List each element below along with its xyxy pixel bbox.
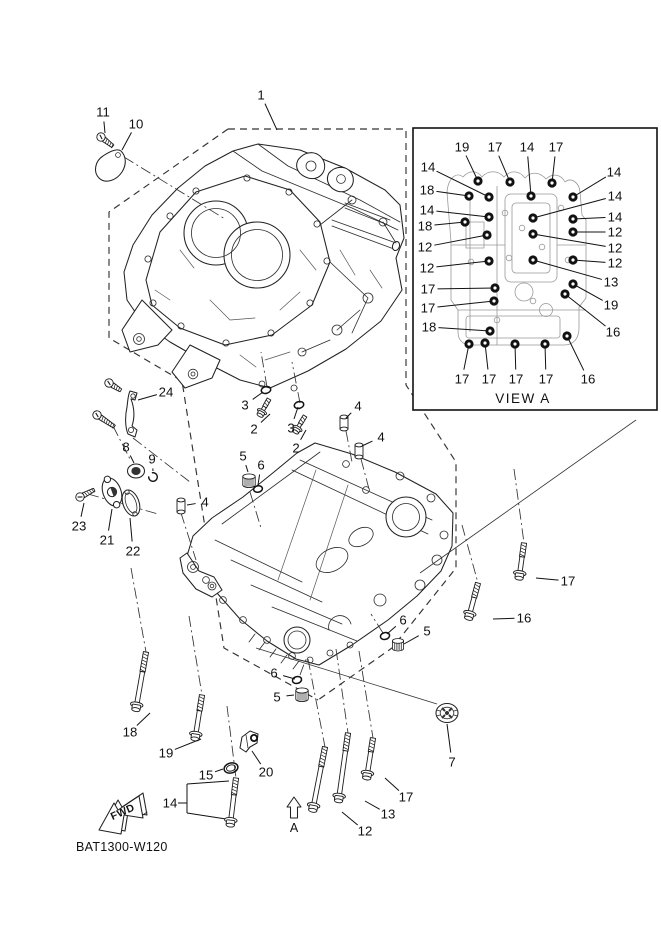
- plug-top: [392, 639, 403, 644]
- callout-label: 17: [548, 139, 564, 155]
- bolt-hole-center: [550, 181, 553, 184]
- callout-label: 22: [125, 543, 141, 559]
- bolt-hole-center: [487, 195, 490, 198]
- gasket-22: [119, 487, 143, 518]
- leader-line: [175, 739, 201, 749]
- bolt-hole-center: [485, 233, 488, 236]
- callout-label: 8: [122, 439, 130, 455]
- callout-label: 12: [607, 255, 623, 271]
- leader-line: [342, 812, 358, 825]
- bolt-shaft: [312, 766, 324, 804]
- callout-label: 14: [606, 164, 622, 180]
- drawing-code: BAT1300-W120: [76, 840, 168, 854]
- callout-label: 15: [198, 767, 214, 783]
- dowel-top: [355, 443, 363, 447]
- plate-10: [96, 150, 126, 181]
- oil-plug: [392, 639, 403, 651]
- screw: [103, 377, 123, 394]
- bolt-hole-center: [487, 215, 490, 218]
- bolt-hole-center: [508, 180, 511, 183]
- view-a-inset: [413, 128, 657, 410]
- callout-label: 6: [257, 457, 265, 473]
- callout-label: 24: [158, 384, 174, 400]
- callout-label: 18: [122, 724, 138, 740]
- bolt-hole-center: [487, 259, 490, 262]
- leader-line: [253, 392, 263, 399]
- callout-label: 5: [273, 689, 281, 705]
- leader-line: [138, 395, 157, 400]
- callout-label: 10: [128, 116, 144, 132]
- callout-label: 20: [258, 764, 274, 780]
- plug-top: [296, 688, 308, 693]
- bracket-connector-14: [178, 781, 229, 819]
- bolt-hole-center: [531, 216, 534, 219]
- bolt-hole-center: [529, 194, 532, 197]
- bolt-hole-center: [493, 286, 496, 289]
- dowel-bottom: [177, 510, 185, 514]
- callout-label: 4: [201, 494, 209, 510]
- clamp-20: [240, 731, 258, 752]
- callout-label: 14: [420, 159, 436, 175]
- callout-label: 19: [158, 745, 174, 761]
- callout-label: 6: [270, 665, 278, 681]
- callout-label: 2: [250, 421, 258, 437]
- leader-line: [137, 713, 150, 725]
- leader-line: [286, 695, 294, 696]
- bolt-shaft: [366, 751, 373, 771]
- bolt-hole-center: [571, 217, 574, 220]
- callout-label: 3: [241, 397, 249, 413]
- bolt-hole-center: [531, 258, 534, 261]
- leader-line: [109, 509, 112, 531]
- bolt-hole-center: [565, 334, 568, 337]
- callout-label: 14: [607, 188, 623, 204]
- callout-label: 4: [354, 398, 362, 414]
- fwd-label: FWD: [108, 801, 137, 823]
- grommet-8: [128, 464, 145, 478]
- callout-label: 17: [487, 139, 503, 155]
- bolt-hole-center: [563, 292, 566, 295]
- bracket-24: [126, 391, 137, 437]
- screw: [91, 409, 117, 430]
- callout-label: 2: [292, 440, 300, 456]
- fitting-21: [98, 473, 126, 511]
- flange-bolt: [462, 581, 484, 621]
- bolt-shaft: [229, 795, 236, 819]
- callout-label: 16: [605, 324, 621, 340]
- flange-bolt: [360, 737, 379, 781]
- leader-line: [283, 676, 295, 679]
- callout-label: 3: [287, 420, 295, 436]
- dowel-bottom: [355, 455, 363, 459]
- bolt-hole-center: [571, 195, 574, 198]
- leader-line: [122, 132, 131, 150]
- callout-label: 6: [399, 612, 407, 628]
- cap-7: [436, 704, 458, 723]
- callout-label: 14: [162, 795, 178, 811]
- o-ring-body: [292, 676, 303, 685]
- o-ring: [292, 676, 303, 685]
- callout-label: 19: [454, 139, 470, 155]
- view-direction-label: A: [289, 821, 299, 835]
- callout-label: 12: [357, 823, 373, 839]
- leader-line: [493, 618, 515, 619]
- bolt-hole-center: [543, 342, 546, 345]
- flange-bolt: [189, 694, 209, 742]
- bolt-hole-center: [476, 179, 479, 182]
- circlip-9: [147, 471, 159, 483]
- bolt-shaft: [518, 557, 524, 572]
- bolt-thread: [140, 652, 149, 673]
- leader-line: [447, 724, 451, 753]
- callout-label: 17: [420, 281, 436, 297]
- callout-label: 18: [419, 182, 435, 198]
- callout-label: 14: [419, 202, 435, 218]
- bolt-thread: [319, 747, 328, 768]
- callout-label: 1: [257, 87, 265, 103]
- bolt-hole-center: [513, 342, 516, 345]
- callout-label: 4: [377, 429, 385, 445]
- leader-line: [404, 636, 419, 644]
- dowel-bottom: [340, 427, 348, 431]
- callout-label: 14: [607, 209, 623, 225]
- view-a-title: VIEW A: [495, 391, 551, 406]
- bolt-shaft: [194, 710, 202, 732]
- callout-label: 17: [560, 573, 576, 589]
- bolt-hole-center: [571, 258, 574, 261]
- leader-line: [130, 455, 134, 463]
- bolt-hole-center: [483, 341, 486, 344]
- o-ring: [293, 400, 304, 409]
- view-direction-arrow: [287, 797, 301, 835]
- screw: [74, 486, 96, 503]
- callout-label: 17: [398, 789, 414, 805]
- leader-line: [246, 465, 248, 472]
- leader-line: [536, 578, 559, 580]
- callout-label: 5: [239, 448, 247, 464]
- leader-line: [385, 778, 399, 791]
- dowel-pin: [177, 498, 185, 514]
- callout-label: 13: [603, 274, 619, 290]
- leader-line: [130, 518, 132, 542]
- flange-bolt: [332, 732, 354, 803]
- callout-label: 16: [516, 610, 532, 626]
- callout-label: 17: [508, 371, 524, 387]
- o-ring: [223, 761, 239, 774]
- flange-bolt: [129, 651, 152, 713]
- leader-line: [187, 504, 196, 505]
- plug-top: [243, 474, 255, 479]
- callout-label: 21: [99, 532, 115, 548]
- callout-label: 12: [417, 239, 433, 255]
- o-ring-body: [223, 761, 239, 774]
- callout-label: 19: [603, 297, 619, 313]
- bolt-hole-center: [531, 232, 534, 235]
- leader-line: [104, 121, 105, 133]
- o-ring-body: [293, 400, 304, 409]
- bolt-shaft: [135, 671, 145, 703]
- bolt-shaft: [337, 751, 347, 795]
- dowel-top: [177, 498, 185, 502]
- callout-label: 7: [448, 754, 456, 770]
- leader-line: [387, 626, 396, 634]
- leader-line: [265, 104, 277, 130]
- callout-label: 11: [96, 104, 110, 120]
- lower-crankcase-drawing: [180, 440, 453, 669]
- flange-bolt: [306, 746, 331, 814]
- bolt-hole-center: [467, 194, 470, 197]
- bolt-hole-center: [492, 299, 495, 302]
- dowel-pin: [355, 443, 363, 459]
- callout-label: 17: [454, 371, 470, 387]
- flange-bolt: [513, 542, 531, 581]
- leader-line: [215, 769, 223, 772]
- callout-label: 17: [538, 371, 554, 387]
- screw-body: [99, 415, 116, 429]
- callout-label: 17: [481, 371, 497, 387]
- flange-bolt: [224, 777, 243, 828]
- oil-plug: [243, 474, 255, 488]
- callout-label: 12: [607, 224, 623, 240]
- bolt-hole-center: [571, 282, 574, 285]
- callout-label: 23: [71, 518, 87, 534]
- flange-bolt: [255, 397, 274, 419]
- callout-label: 17: [420, 300, 436, 316]
- leader-line: [362, 441, 372, 446]
- callout-label: 14: [519, 139, 535, 155]
- upper-crankcase-drawing: [122, 144, 404, 391]
- callout-label: 12: [419, 260, 435, 276]
- callout-label: 9: [148, 451, 156, 467]
- leader-line: [81, 503, 84, 517]
- bolt-hole-center: [467, 342, 470, 345]
- callout-label: 12: [607, 240, 623, 256]
- bolt-hole-center: [488, 329, 491, 332]
- callout-label: 5: [423, 623, 431, 639]
- callout-label: 18: [421, 319, 437, 335]
- leader-line: [365, 801, 380, 809]
- oil-plug: [296, 688, 308, 702]
- fwd-arrow: [99, 793, 147, 834]
- callout-label: 13: [380, 806, 396, 822]
- bolt-hole-center: [571, 230, 574, 233]
- leader-line: [252, 751, 261, 764]
- callout-label: 18: [417, 218, 433, 234]
- bolt-hole-center: [463, 220, 466, 223]
- callout-label: 16: [580, 371, 596, 387]
- screw: [95, 131, 115, 149]
